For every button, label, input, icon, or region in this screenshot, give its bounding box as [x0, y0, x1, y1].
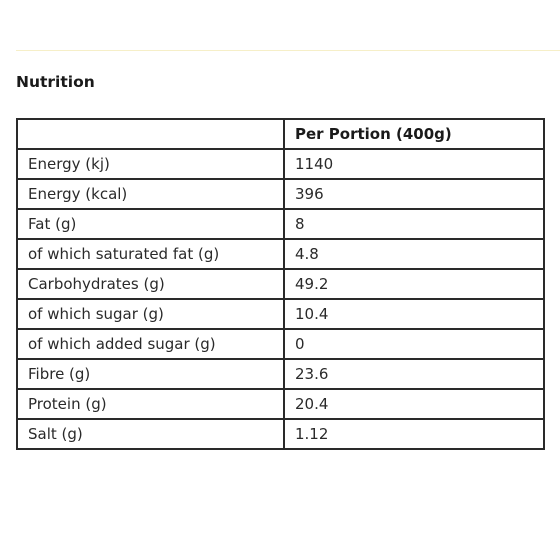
row-label: Energy (kj) [17, 149, 284, 179]
nutrition-table [16, 118, 545, 450]
row-label: Fibre (g) [17, 359, 284, 389]
row-value: 10.4 [284, 299, 544, 329]
row-label: Carbohydrates (g) [17, 269, 284, 299]
row-value: 0 [284, 329, 544, 359]
row-value: 396 [284, 179, 544, 209]
table-row [17, 359, 544, 389]
row-value: 23.6 [284, 359, 544, 389]
top-divider [16, 50, 560, 51]
table-header-row [17, 119, 544, 149]
table-row [17, 239, 544, 269]
header-cell-per-portion: Per Portion (400g) [284, 119, 544, 149]
table-row [17, 389, 544, 419]
table-row [17, 299, 544, 329]
row-value: 1.12 [284, 419, 544, 449]
row-value: 49.2 [284, 269, 544, 299]
row-label: Salt (g) [17, 419, 284, 449]
row-label: Protein (g) [17, 389, 284, 419]
row-value: 8 [284, 209, 544, 239]
row-label: of which sugar (g) [17, 299, 284, 329]
row-label: Energy (kcal) [17, 179, 284, 209]
table-row [17, 419, 544, 449]
table-row [17, 329, 544, 359]
row-value: 4.8 [284, 239, 544, 269]
table-row [17, 209, 544, 239]
row-label: of which saturated fat (g) [17, 239, 284, 269]
section-title: Nutrition [16, 73, 95, 91]
table-row [17, 179, 544, 209]
row-label: Fat (g) [17, 209, 284, 239]
row-value: 20.4 [284, 389, 544, 419]
table-row [17, 269, 544, 299]
row-value: 1140 [284, 149, 544, 179]
header-cell-empty [17, 119, 284, 149]
row-label: of which added sugar (g) [17, 329, 284, 359]
table-row [17, 149, 544, 179]
